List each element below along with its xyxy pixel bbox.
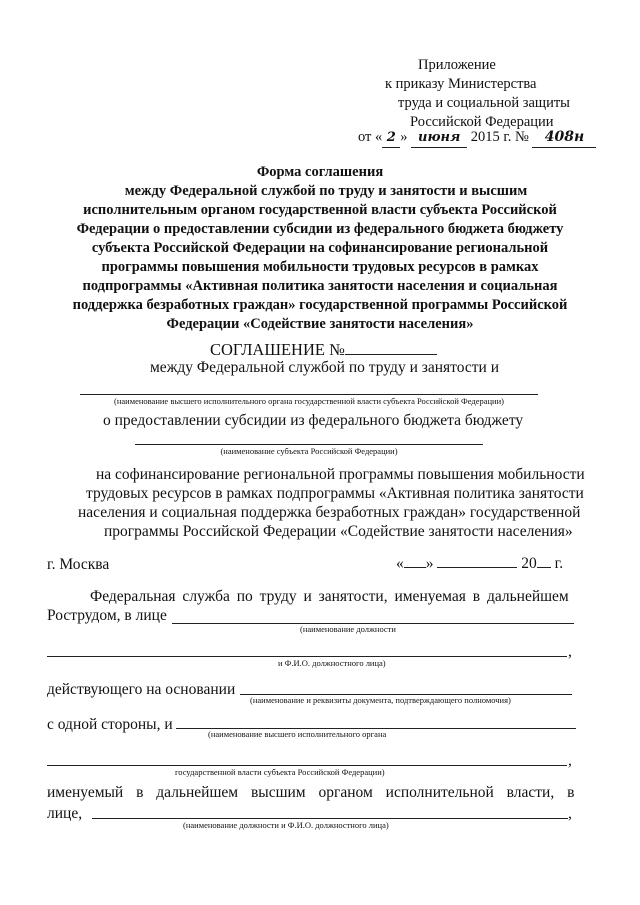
highest-organ-caption: (наименование высшего исполнительного органа xyxy=(208,729,387,739)
order-ref: к приказу Министерства xyxy=(385,76,537,92)
date-close-quote: » xyxy=(425,555,434,572)
date-prefix: от « xyxy=(358,129,383,145)
form-title-line-9: Федерации «Содействие занятости населения» xyxy=(166,316,474,332)
organ-caption: (наименование высшего исполнительного органа государственной власти субъекта Российской Федерации) xyxy=(114,396,504,406)
date-open-quote: « xyxy=(396,555,404,572)
organ-blank-line xyxy=(80,394,538,395)
year-suffix: г. xyxy=(554,555,564,572)
state-power-caption: государственной власти субъекта Российской Федерации) xyxy=(175,767,385,777)
program-line-3: населения и социальная поддержка безработных граждан» государственной xyxy=(78,504,581,521)
signatory-comma: , xyxy=(568,805,572,822)
appendix-label: Приложение xyxy=(418,57,496,73)
named-para-line-1: именуемый в дальнейшем высшим органом исполнительной власти, в xyxy=(47,784,575,801)
rostrud-para-line-2: Рострудом, в лице xyxy=(47,607,167,624)
agreement-heading-text: СОГЛАШЕНИЕ № xyxy=(210,340,345,359)
one-side-text: с одной стороны, и xyxy=(47,716,173,733)
document-caption: (наименование и реквизиты документа, подтверждающего полномочия) xyxy=(250,695,511,705)
form-title-line-5: субъекта Российской Федерации на софинансирование региональной xyxy=(91,240,549,256)
rostrud-para-line-1: Федеральная служба по труду и занятости, именуемая в дальнейшем xyxy=(90,588,569,605)
acting-basis-text: действующего на основании xyxy=(47,681,236,698)
date-mid: » xyxy=(400,129,408,145)
city-name: г. Москва xyxy=(47,556,110,573)
year-prefix: 20 xyxy=(521,555,537,572)
form-title-line-3: исполнительным органом государственной власти субъекта Российской xyxy=(83,202,557,218)
fio-caption: и Ф.И.О. должностного лица) xyxy=(278,658,386,668)
position-caption: (наименование должности xyxy=(300,624,396,634)
form-title-line-1: Форма соглашения xyxy=(256,164,384,180)
form-title-line-7: подпрограммы «Активная политика занятости населения и социальная xyxy=(82,278,558,294)
form-title-line-6: программы повышения мобильности трудовых ресурсов в рамках xyxy=(101,259,539,275)
order-number-handwritten: 408н xyxy=(532,128,596,148)
program-line-1: на софинансирование региональной программы повышения мобильности xyxy=(96,466,585,483)
subject-caption: (наименование субъекта Российской Федерации) xyxy=(220,446,398,456)
signatory-blank-line xyxy=(92,818,568,819)
date-year: 2015 г. № xyxy=(470,129,529,145)
form-title-line-2: между Федеральной службой по труду и занятости и высшим xyxy=(124,183,528,199)
fio-blank-line xyxy=(47,656,567,657)
program-line-4: программы Российской Федерации «Содействие занятости населения» xyxy=(104,523,573,540)
named-para-line-2: лице, xyxy=(47,805,83,822)
agreement-between: между Федеральной службой по труду и занятости и xyxy=(150,359,499,376)
form-title-line-4: Федерации о предоставлении субсидии из федерального бюджета бюджету xyxy=(76,221,564,237)
subject-blank-line xyxy=(135,444,483,445)
day-blank xyxy=(404,554,426,568)
agreement-number-blank xyxy=(345,340,437,355)
date-month-handwritten: июня xyxy=(411,128,467,148)
date-day-handwritten: 2 xyxy=(382,128,400,148)
month-blank xyxy=(437,554,517,568)
state-power-comma: , xyxy=(568,752,572,769)
subsidy-text: о предоставлении субсидии из федерального бюджета бюджету xyxy=(103,412,524,429)
ministry-name: труда и социальной защиты xyxy=(398,95,570,111)
agreement-heading xyxy=(210,340,437,360)
agreement-date xyxy=(396,554,563,573)
fio-comma: , xyxy=(568,643,572,660)
program-line-2: трудовых ресурсов в рамках подпрограммы «Активная политика занятости xyxy=(86,485,584,502)
state-power-blank-line xyxy=(47,765,567,766)
order-date-line xyxy=(358,128,596,148)
form-title-line-8: поддержка безработных граждан» государственной программы Российской xyxy=(72,297,568,313)
federation-name: Российской Федерации xyxy=(410,114,554,130)
signatory-caption: (наименование должности и Ф.И.О. должностного лица) xyxy=(183,820,389,830)
year-blank xyxy=(537,554,551,568)
